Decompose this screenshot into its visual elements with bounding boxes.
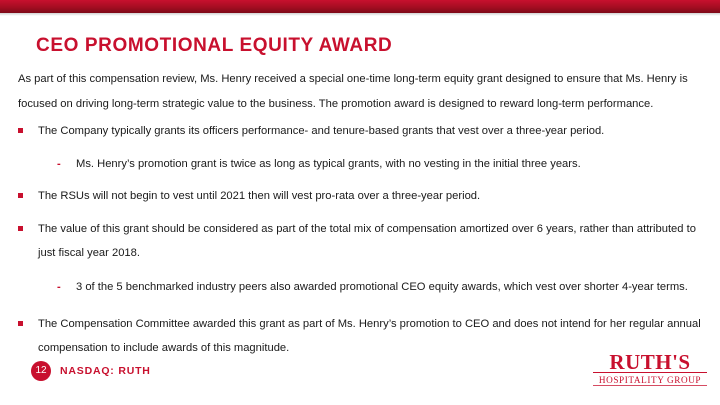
- square-bullet-icon: [18, 321, 23, 326]
- intro-paragraph: As part of this compensation review, Ms. Henry received a special one-time long-term equity grant designed to ensure that Ms. Henry is focused on driving long-term strategic value to the business. The promotion award is designed to reward long-term performance.: [18, 73, 688, 110]
- ticker-label: NASDAQ: RUTH: [60, 365, 151, 377]
- bullet-text: The Compensation Committee awarded this grant as part of Ms. Henry’s promotion to CEO and does not intend for her regular annual compensation to include awards of this magnitude.: [38, 318, 701, 354]
- logo-wordmark: RUTH'S: [609, 350, 691, 374]
- dash-bullet-icon: -: [57, 158, 61, 170]
- square-bullet-icon: [18, 226, 23, 231]
- bullet-text: The value of this grant should be considered as part of the total mix of compensation amortized over 6 years, rather than attributed to just fiscal year 2018.: [38, 223, 696, 259]
- square-bullet-icon: [18, 128, 23, 133]
- square-bullet-icon: [18, 193, 23, 198]
- top-accent-bar-shadow: [0, 13, 720, 16]
- sub-bullet-text: Ms. Henry’s promotion grant is twice as long as typical grants, with no vesting in the initial three years.: [76, 158, 581, 170]
- top-accent-bar: [0, 0, 720, 13]
- logo-tagline: HOSPITALITY GROUP: [598, 375, 702, 385]
- ruths-logo: [591, 349, 709, 387]
- dash-bullet-icon: -: [57, 281, 61, 293]
- slide-title: CEO PROMOTIONAL EQUITY AWARD: [36, 35, 393, 56]
- bullet-text: The Company typically grants its officers performance- and tenure-based grants that vest over a three-year period.: [38, 125, 605, 137]
- bullet-text: The RSUs will not begin to vest until 2021 then will vest pro-rata over a three-year period.: [38, 190, 481, 202]
- sub-bullet-text: 3 of the 5 benchmarked industry peers also awarded promotional CEO equity awards, which vest over shorter 4-year terms.: [76, 281, 688, 293]
- page-number-badge: 12: [31, 361, 51, 381]
